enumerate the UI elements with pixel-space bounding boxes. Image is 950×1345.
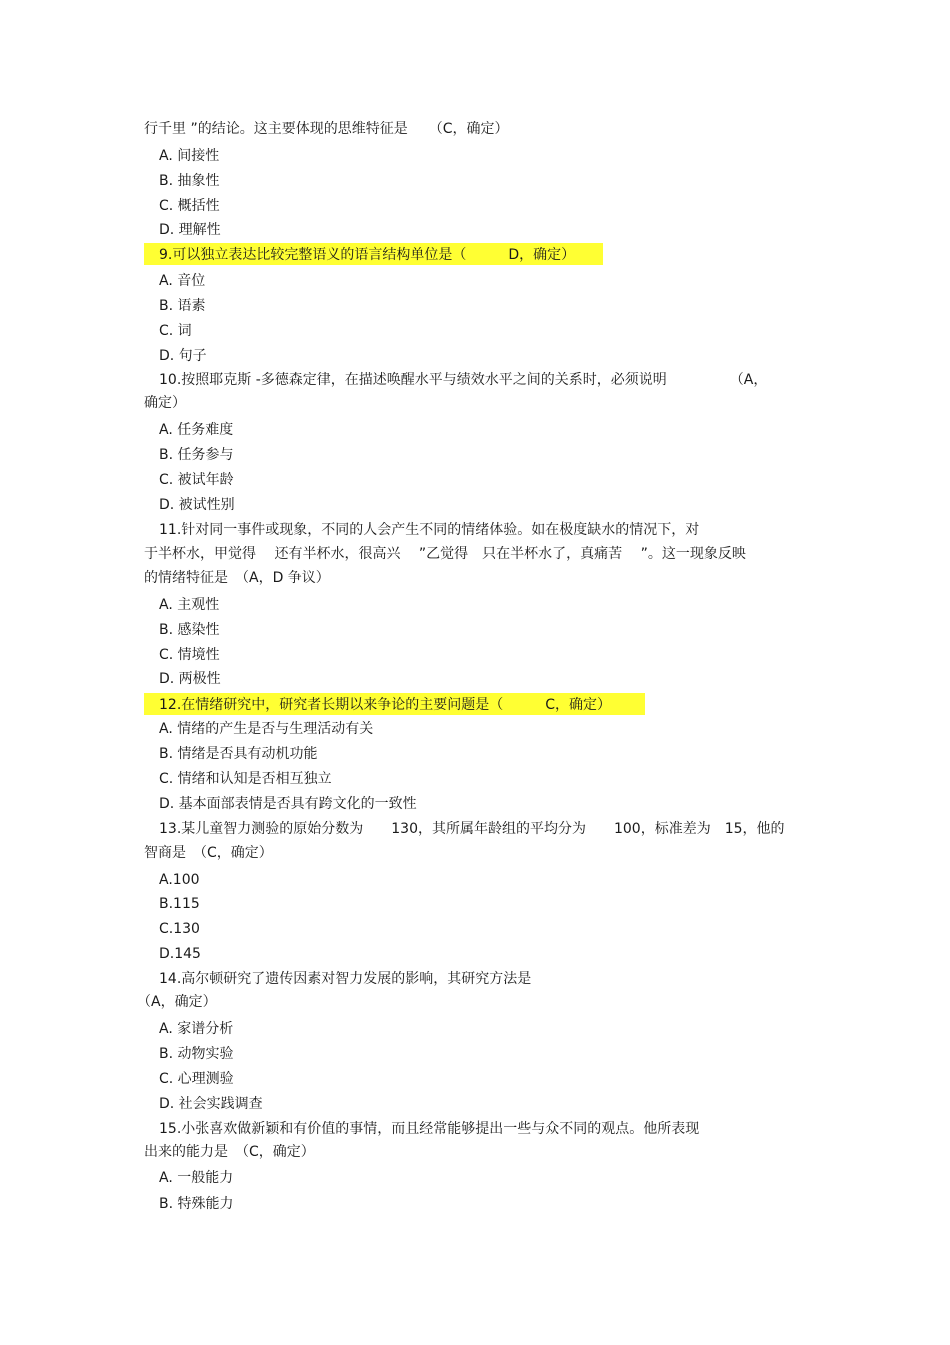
option-d: D. 句子 [159, 348, 207, 364]
option-b: B. 感染性 [159, 622, 220, 638]
question-10-stem-line1: 10.按照耶克斯 -多德森定律，在描述唤醒水平与绩效水平之间的关系时，必须说明 （A， [159, 372, 768, 388]
option-d: D. 两极性 [159, 671, 221, 687]
question-stem: 行千里 ”的结论。这主要体现的思维特征是 （C，确定） [144, 121, 509, 137]
option-c: C. 词 [159, 323, 192, 339]
option-d: D. 社会实践调查 [159, 1096, 263, 1112]
question-11-stem-line2: 于半杯水，甲觉得 还有半杯水，很高兴 ”乙觉得 只在半杯水了，真痛苦 ”。这一现象反映 [144, 546, 746, 562]
option-a: A. 音位 [159, 273, 206, 289]
option-a: A. 情绪的产生是否与生理活动有关 [159, 721, 374, 737]
option-c: C. 情境性 [159, 647, 220, 663]
option-b: B.115 [159, 896, 200, 912]
question-9-stem: 9.可以独立表达比较完整语义的语言结构单位是（ D，确定） [159, 247, 576, 263]
option-d: D. 被试性别 [159, 497, 235, 513]
option-b: B. 语素 [159, 298, 206, 314]
question-14-stem-line1: 14.高尔顿研究了遗传因素对智力发展的影响，其研究方法是 [159, 971, 532, 987]
question-15-stem-line1: 15.小张喜欢做新颖和有价值的事情，而且经常能够提出一些与众不同的观点。他所表现 [159, 1121, 700, 1137]
option-b: B. 动物实验 [159, 1046, 234, 1062]
option-b: B. 任务参与 [159, 447, 234, 463]
option-d: D. 理解性 [159, 222, 221, 238]
option-d: D.145 [159, 946, 201, 962]
option-b: B. 抽象性 [159, 173, 220, 189]
option-c: C. 情绪和认知是否相互独立 [159, 771, 332, 787]
option-a: A. 任务难度 [159, 422, 234, 438]
option-a: A.100 [159, 872, 200, 888]
option-a: A. 一般能力 [159, 1170, 234, 1186]
option-a: A. 主观性 [159, 597, 220, 613]
question-11-stem-line1: 11.针对同一事件或现象，不同的人会产生不同的情绪体验。如在极度缺水的情况下，对 [159, 522, 700, 538]
option-d: D. 基本面部表情是否具有跨文化的一致性 [159, 796, 417, 812]
option-c: C.130 [159, 921, 200, 937]
option-c: C. 概括性 [159, 198, 220, 214]
question-12-stem: 12.在情绪研究中，研究者长期以来争论的主要问题是（ C，确定） [159, 697, 612, 713]
option-a: A. 家谱分析 [159, 1021, 234, 1037]
question-10-stem-line2: 确定） [144, 395, 186, 411]
option-a: A. 间接性 [159, 148, 220, 164]
question-13-stem-line1: 13.某儿童智力测验的原始分数为 130，其所属年龄组的平均分为 100，标准差为 15，他的 [159, 821, 785, 837]
option-c: C. 心理测验 [159, 1071, 234, 1087]
question-14-stem-line2: （A，确定） [137, 994, 217, 1010]
question-11-stem-line3: 的情绪特征是 （A，D 争议） [144, 570, 330, 586]
option-b: B. 特殊能力 [159, 1196, 234, 1212]
option-b: B. 情绪是否具有动机功能 [159, 746, 318, 762]
option-c: C. 被试年龄 [159, 472, 234, 488]
question-13-stem-line2: 智商是 （C，确定） [144, 845, 273, 861]
question-15-stem-line2: 出来的能力是 （C，确定） [144, 1144, 315, 1160]
